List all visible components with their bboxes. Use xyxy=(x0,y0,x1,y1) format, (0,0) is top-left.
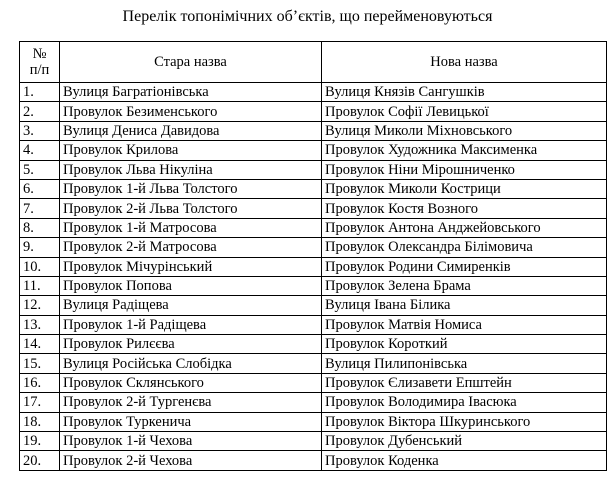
new-name-cell: Провулок Єлизавети Епштейн xyxy=(322,373,607,392)
new-name-cell: Провулок Матвія Номиса xyxy=(322,315,607,334)
table-row xyxy=(20,257,607,276)
new-name-cell: Провулок Костя Возного xyxy=(322,199,607,218)
row-number: 15. xyxy=(20,354,60,373)
old-name-cell: Провулок Попова xyxy=(60,276,322,295)
new-name-cell: Вулиця Івана Білика xyxy=(322,296,607,315)
new-name-cell: Провулок Віктора Шкуринського xyxy=(322,412,607,431)
table-row xyxy=(20,141,607,160)
table-body xyxy=(20,83,607,471)
table-header-row xyxy=(20,42,607,83)
row-number: 11. xyxy=(20,276,60,295)
row-number: 3. xyxy=(20,121,60,140)
row-number: 6. xyxy=(20,179,60,198)
document-title: Перелік топонімічних об’єктів, що перейменовуються xyxy=(122,8,493,25)
old-name-cell: Провулок 1-й Льва Толстого xyxy=(60,179,322,198)
old-name-cell: Провулок Склянського xyxy=(60,373,322,392)
old-name-cell: Вулиця Багратіонівська xyxy=(60,83,322,102)
row-number: 16. xyxy=(20,373,60,392)
old-name-cell: Провулок 2-й Матросова xyxy=(60,238,322,257)
new-name-cell: Провулок Дубенський xyxy=(322,432,607,451)
table-row xyxy=(20,451,607,470)
row-number: 8. xyxy=(20,218,60,237)
table-row xyxy=(20,121,607,140)
old-name-cell: Провулок 1-й Чехова xyxy=(60,432,322,451)
new-name-cell: Провулок Ніни Мірошниченко xyxy=(322,160,607,179)
table-row xyxy=(20,179,607,198)
header-number xyxy=(20,42,60,83)
new-name-cell: Вулиця Пилипонівська xyxy=(322,354,607,373)
table-row xyxy=(20,315,607,334)
new-name-cell: Провулок Короткий xyxy=(322,335,607,354)
new-name-cell: Вулиця Миколи Міхновського xyxy=(322,121,607,140)
new-name-cell: Провулок Родини Симиренків xyxy=(322,257,607,276)
old-name-cell: Провулок Рилєєва xyxy=(60,335,322,354)
table-row xyxy=(20,373,607,392)
old-name-cell: Провулок 2-й Тургенєва xyxy=(60,393,322,412)
old-name-cell: Провулок 1-й Радіщева xyxy=(60,315,322,334)
table-row xyxy=(20,335,607,354)
row-number: 20. xyxy=(20,451,60,470)
old-name-cell: Провулок Крилова xyxy=(60,141,322,160)
table-row xyxy=(20,102,607,121)
table-row xyxy=(20,199,607,218)
renaming-table xyxy=(19,41,607,471)
row-number: 9. xyxy=(20,238,60,257)
table-row xyxy=(20,393,607,412)
table-row xyxy=(20,432,607,451)
row-number: 18. xyxy=(20,412,60,431)
old-name-cell: Провулок Льва Нікуліна xyxy=(60,160,322,179)
old-name-cell: Вулиця Радіщева xyxy=(60,296,322,315)
new-name-cell: Провулок Володимира Івасюка xyxy=(322,393,607,412)
row-number: 5. xyxy=(20,160,60,179)
new-name-cell: Провулок Олександра Білімовича xyxy=(322,238,607,257)
new-name-cell: Провулок Софії Левицької xyxy=(322,102,607,121)
table-row xyxy=(20,296,607,315)
new-name-cell: Провулок Антона Анджейовського xyxy=(322,218,607,237)
old-name-cell: Провулок Безименського xyxy=(60,102,322,121)
table-row xyxy=(20,218,607,237)
row-number: 4. xyxy=(20,141,60,160)
header-number-abbrev: п/п xyxy=(29,62,50,78)
row-number: 12. xyxy=(20,296,60,315)
new-name-cell: Провулок Коденка xyxy=(322,451,607,470)
row-number: 2. xyxy=(20,102,60,121)
row-number: 14. xyxy=(20,335,60,354)
header-new-name: Нова назва xyxy=(322,42,607,83)
row-number: 10. xyxy=(20,257,60,276)
header-number-symbol: № xyxy=(32,46,47,62)
old-name-cell: Провулок Мічурінський xyxy=(60,257,322,276)
old-name-cell: Провулок Туркенича xyxy=(60,412,322,431)
row-number: 19. xyxy=(20,432,60,451)
row-number: 13. xyxy=(20,315,60,334)
new-name-cell: Провулок Художника Максименка xyxy=(322,141,607,160)
table-row xyxy=(20,83,607,102)
table-row xyxy=(20,276,607,295)
old-name-cell: Провулок 2-й Чехова xyxy=(60,451,322,470)
row-number: 17. xyxy=(20,393,60,412)
old-name-cell: Провулок 2-й Льва Толстого xyxy=(60,199,322,218)
header-old-name: Стара назва xyxy=(60,42,322,83)
old-name-cell: Вулиця Дениса Давидова xyxy=(60,121,322,140)
row-number: 7. xyxy=(20,199,60,218)
new-name-cell: Вулиця Князів Сангушків xyxy=(322,83,607,102)
table-row xyxy=(20,160,607,179)
table-row xyxy=(20,412,607,431)
old-name-cell: Провулок 1-й Матросова xyxy=(60,218,322,237)
new-name-cell: Провулок Миколи Кострици xyxy=(322,179,607,198)
table-row xyxy=(20,354,607,373)
table-row xyxy=(20,238,607,257)
row-number: 1. xyxy=(20,83,60,102)
old-name-cell: Вулиця Російська Слобідка xyxy=(60,354,322,373)
new-name-cell: Провулок Зелена Брама xyxy=(322,276,607,295)
